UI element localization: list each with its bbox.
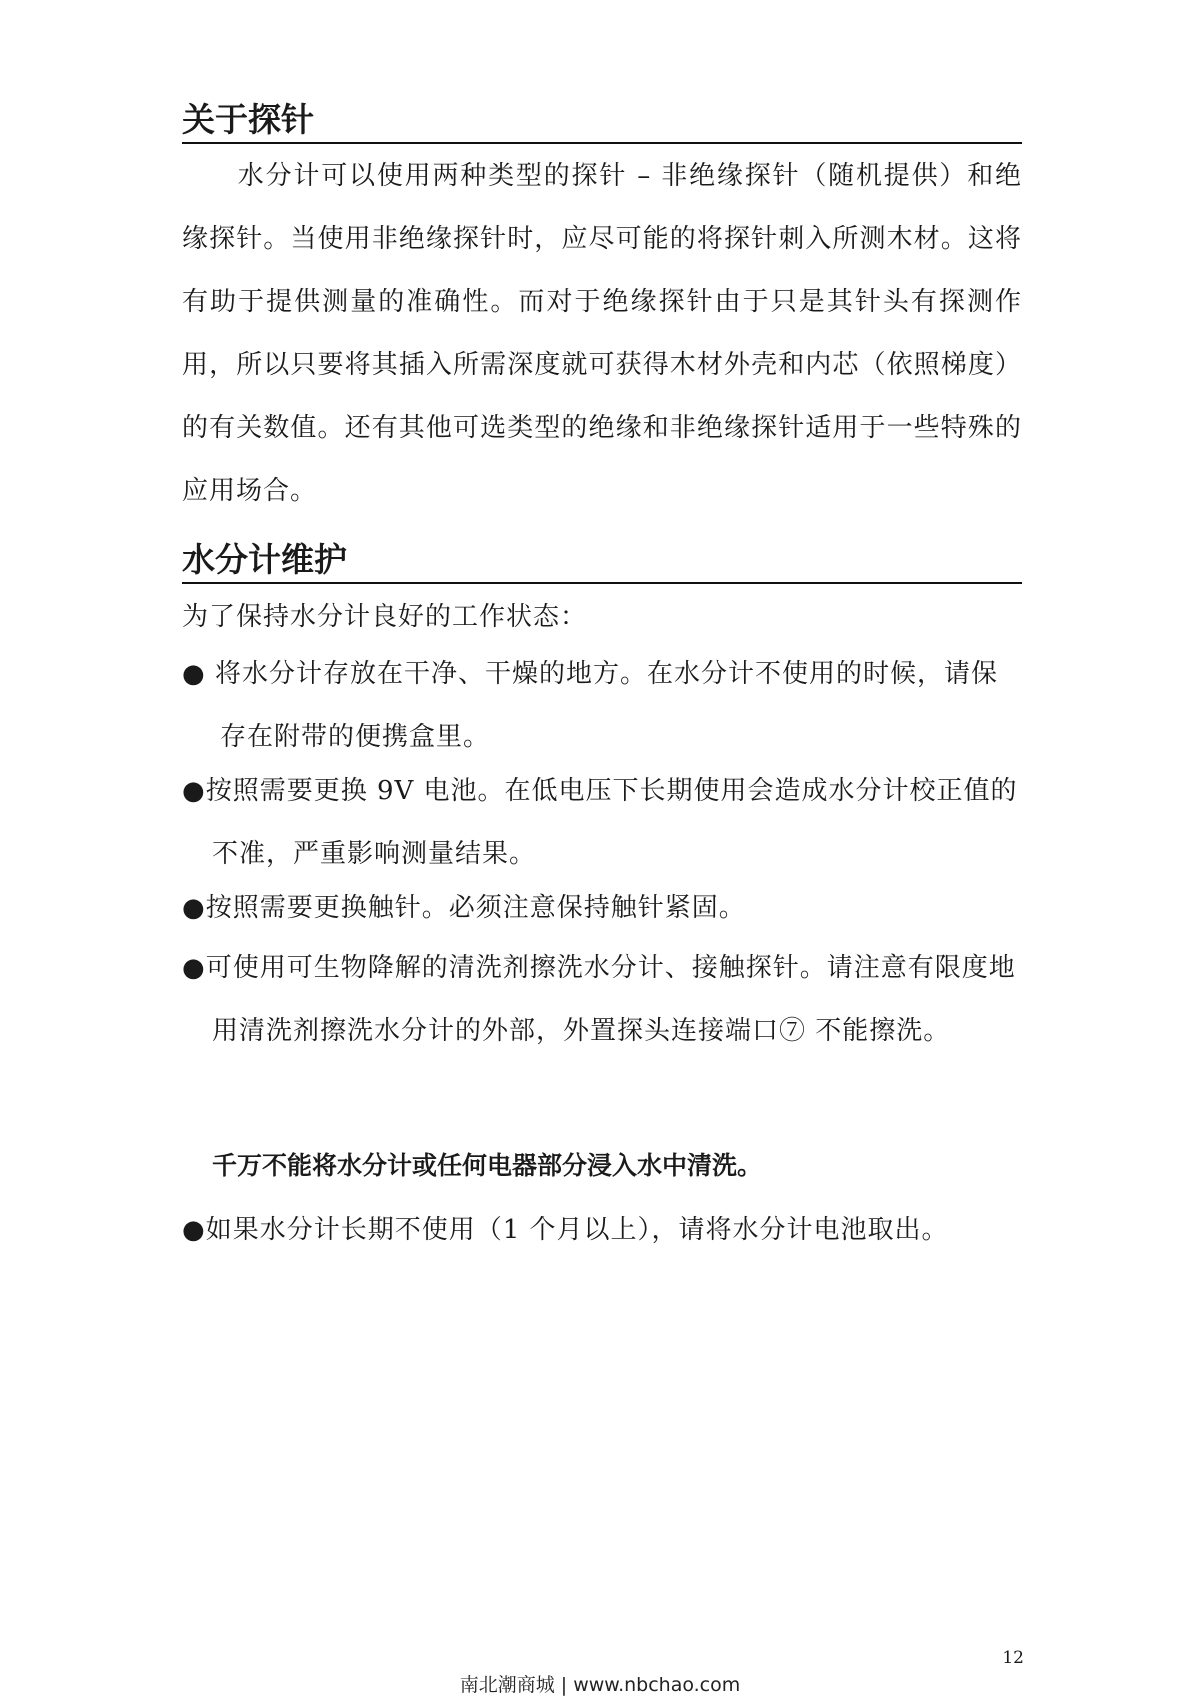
maintenance-bullet-1	[182, 643, 1022, 769]
section-title-probes: 关于探针	[182, 100, 1022, 144]
bullet-text: 将水分计存放在干净、干燥的地方。在水分计不使用的时候，请保存在附带的便携盒里。	[214, 659, 998, 752]
maintenance-bullet-3	[182, 877, 1022, 940]
maintenance-bullet-4	[182, 937, 1022, 1063]
bullet-dot-icon: ●	[182, 776, 206, 806]
maintenance-intro: 为了保持水分计良好的工作状态：	[182, 602, 588, 632]
section-title-maintenance: 水分计维护	[182, 540, 1022, 584]
bullet-text: 如果水分计长期不使用（1 个月以上），请将水分计电池取出。	[205, 1215, 949, 1245]
bullet-text: 按照需要更换 9V 电池。在低电压下长期使用会造成水分计校正值的不准，严重影响测量结果。	[205, 776, 1018, 869]
bullet-dot-icon: ●	[182, 893, 206, 923]
warning-text: 千万不能将水分计或任何电器部分浸入水中清洗。	[212, 1151, 763, 1180]
probes-paragraph	[182, 145, 1022, 523]
probes-paragraph-text: 水分计可以使用两种类型的探针 – 非绝缘探针（随机提供）和绝缘探针。当使用非绝缘探针时，应尽可能的将探针刺入所测木材。这将有助于提供测量的准确性。而对于绝缘探针由于只是其针头有探测作用，所以只要将其插入所需深度就可获得木材外壳和内芯（依照梯度）的有关数值。还有其他可选类型的绝缘和非绝缘探针适用于一些特殊的应用场合。	[182, 161, 1022, 506]
bullet-dot-icon: ●	[182, 659, 206, 689]
bullet-dot-icon: ●	[182, 953, 206, 983]
maintenance-bullet-5	[182, 1199, 1022, 1262]
bullet-text: 按照需要更换触针。必须注意保持触针紧固。	[205, 893, 746, 923]
bullet-dot-icon: ●	[182, 1215, 206, 1245]
page-number: 12	[1002, 1648, 1024, 1668]
footer-watermark: 南北潮商城 | www.nbchao.com	[459, 1674, 741, 1696]
bullet-text: 可使用可生物降解的清洗剂擦洗水分计、接触探针。请注意有限度地用清洗剂擦洗水分计的外部，外置探头连接端口⑦ 不能擦洗。	[205, 953, 1016, 1046]
maintenance-bullet-2	[182, 760, 1022, 886]
